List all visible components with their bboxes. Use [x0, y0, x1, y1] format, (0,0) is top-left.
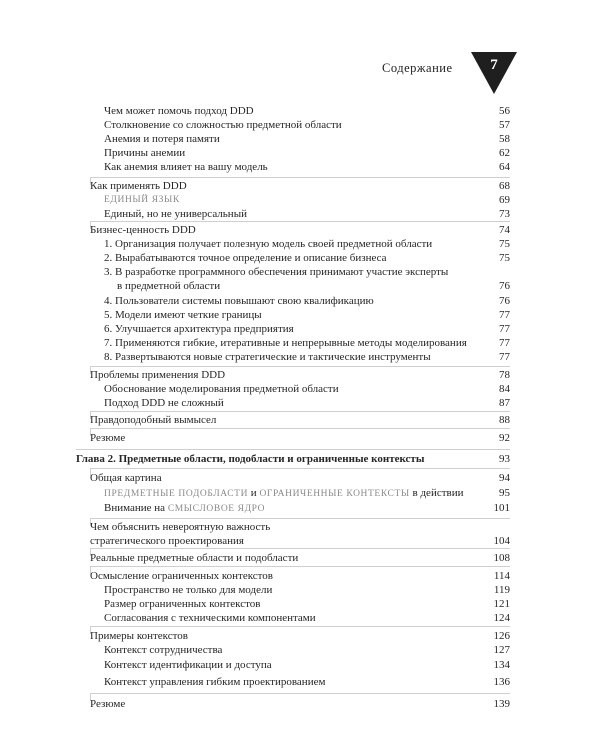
toc-entry[interactable] [104, 658, 510, 672]
toc-entry[interactable] [104, 336, 510, 350]
toc-section-page: 139 [493, 698, 510, 710]
toc-section[interactable] [90, 569, 510, 583]
toc-section-page: 78 [499, 369, 510, 381]
toc-separator [90, 468, 510, 469]
toc-section-title: Правдоподобный вымысел [90, 414, 217, 426]
toc-section[interactable] [90, 179, 510, 193]
toc-entry-page: 76 [499, 280, 510, 292]
toc-section-continuation[interactable] [90, 534, 510, 548]
toc-entry-title: Подход DDD не сложный [104, 397, 224, 409]
toc-entry[interactable] [104, 308, 510, 322]
toc-separator [90, 221, 510, 222]
toc-entry[interactable] [104, 118, 510, 132]
toc-separator [90, 428, 510, 429]
toc-entry-page: 75 [499, 252, 510, 264]
toc-entry-page: 77 [499, 309, 510, 321]
toc-separator [90, 548, 510, 549]
toc-section-page: 88 [499, 414, 510, 426]
toc-entry-title: Обоснование моделирования предметной области [104, 383, 339, 395]
toc-entry-page: 87 [499, 397, 510, 409]
toc-entry-page: 77 [499, 323, 510, 335]
toc-entry-title: Размер ограниченных контекстов [104, 598, 261, 610]
text-fragment: Внимание на [104, 502, 168, 514]
smallcaps-term: ПРЕДМЕТНЫЕ ПОДОБЛАСТИ [104, 489, 249, 499]
toc-entry-page: 127 [493, 644, 510, 656]
toc-section[interactable] [90, 697, 510, 711]
toc-entry-page: 124 [493, 612, 510, 624]
toc-separator [90, 518, 510, 519]
toc-section[interactable] [90, 431, 510, 445]
toc-entry-title: 4. Пользователи системы повышают свою квалификацию [104, 295, 374, 307]
toc-entry-title: 1. Организация получает полезную модель своей предметной области [104, 238, 433, 250]
toc-entry-title: 2. Вырабатываются точное определение и описание бизнеса [104, 252, 387, 264]
toc-entry-title: ЕДИНЫЙ ЯЗЫК [104, 195, 180, 205]
toc-entry-page: 95 [499, 487, 510, 499]
toc-entry-continuation[interactable] [104, 279, 510, 293]
toc-section[interactable] [90, 551, 510, 565]
toc-entry[interactable] [104, 193, 510, 207]
toc-entry-page: 101 [493, 502, 510, 514]
toc-entry-page: 134 [493, 659, 510, 671]
toc-separator [90, 626, 510, 627]
toc-entry-page: 73 [499, 208, 510, 220]
toc-entry-title: Пространство не только для модели [104, 584, 273, 596]
toc-entry-page: 58 [499, 133, 510, 145]
toc-entry[interactable] [104, 396, 510, 410]
toc-separator [76, 449, 510, 450]
toc-entry[interactable] [104, 382, 510, 396]
toc-entry-title: Контекст управления гибким проектированием [104, 676, 326, 688]
toc-section-title: Как применять DDD [90, 180, 187, 192]
toc-entry[interactable] [104, 583, 510, 597]
toc-entry[interactable] [104, 207, 510, 221]
toc-entry-title [104, 486, 463, 501]
toc-entry[interactable] [104, 501, 510, 515]
toc-entry-title: в предметной области [117, 280, 221, 292]
toc-section-page: 74 [499, 224, 510, 236]
toc-entry[interactable] [104, 643, 510, 657]
toc-entry-page: 69 [499, 194, 510, 206]
toc-chapter[interactable] [76, 452, 510, 466]
toc-section[interactable] [90, 223, 510, 237]
toc-separator [90, 411, 510, 412]
toc-entry[interactable] [104, 104, 510, 118]
toc-separator [90, 366, 510, 367]
toc-entry-title: Как анемия влияет на вашу модель [104, 161, 268, 173]
toc-section[interactable] [90, 520, 510, 534]
toc-entry[interactable] [104, 322, 510, 336]
toc-section-page: 92 [499, 432, 510, 444]
toc-entry[interactable] [104, 146, 510, 160]
toc-entry-title: Контекст сотрудничества [104, 644, 223, 656]
toc-separator [90, 566, 510, 567]
smallcaps-term: ОГРАНИЧЕННЫЕ КОНТЕКСТЫ [259, 489, 410, 499]
toc-entry[interactable] [104, 486, 510, 500]
toc-entry-page: 75 [499, 238, 510, 250]
toc-section-title: Резюме [90, 432, 126, 444]
page-number: 7 [490, 57, 498, 73]
toc-entry-title: Согласования с техническими компонентами [104, 612, 316, 624]
toc-entry-page: 77 [499, 351, 510, 363]
toc-entry[interactable] [104, 597, 510, 611]
toc-entry-page: 136 [493, 676, 510, 688]
running-header-title: Содержание [382, 61, 453, 75]
toc-section[interactable] [90, 471, 510, 485]
toc-entry-page: 56 [499, 105, 510, 117]
toc-entry[interactable] [104, 265, 510, 279]
toc-entry-title: 3. В разработке программного обеспечения принимают участие эксперты [104, 266, 449, 278]
toc-entry[interactable] [104, 237, 510, 251]
toc-entry-title: Единый, но не универсальный [104, 208, 247, 220]
toc-entry-page: 119 [493, 584, 510, 596]
toc-section-page: 114 [493, 570, 510, 582]
toc-separator [90, 693, 510, 694]
toc-section-page: 126 [493, 630, 510, 642]
toc-entry-page: 76 [499, 295, 510, 307]
text-fragment: в действии [409, 487, 464, 499]
toc-entry-title: Причины анемии [104, 147, 186, 159]
toc-entry-title [104, 501, 265, 516]
toc-chapter-page: 93 [499, 453, 510, 465]
toc-entry-page: 84 [499, 383, 510, 395]
toc-section-title: Реальные предметные области и подобласти [90, 552, 299, 564]
toc-entry-title: 6. Улучшается архитектура предприятия [104, 323, 294, 335]
toc-entry-page: 77 [499, 337, 510, 349]
toc-entry-title: Контекст идентификации и доступа [104, 659, 272, 671]
toc-entry-title: 7. Применяются гибкие, итеративные и непрерывные методы моделирования [104, 337, 467, 349]
toc-section-page: 108 [493, 552, 510, 564]
smallcaps-term: СМЫСЛОВОЕ ЯДРО [167, 504, 266, 514]
toc-entry-title: Чем может помочь подход DDD [104, 105, 254, 117]
toc-section-title: Примеры контекстов [90, 630, 188, 642]
toc-section-title: стратегического проектирования [90, 535, 244, 547]
toc-entry-page: 64 [499, 161, 510, 173]
toc-entry-page: 57 [499, 119, 510, 131]
toc-entry[interactable] [104, 251, 510, 265]
toc-entry[interactable] [104, 160, 510, 174]
toc-entry-page: 62 [499, 147, 510, 159]
toc-entry-title: 5. Модели имеют четкие границы [104, 309, 262, 321]
toc-section-title: Общая картина [90, 472, 162, 484]
toc-entry-title: 8. Развертываются новые стратегические и тактические инструменты [104, 351, 431, 363]
toc-section[interactable] [90, 629, 510, 643]
toc-entry-page: 121 [493, 598, 510, 610]
toc-section-title: Осмысление ограниченных контекстов [90, 570, 274, 582]
toc-section-title: Проблемы применения DDD [90, 369, 226, 381]
toc-section-title: Бизнес-ценность DDD [90, 224, 196, 236]
toc-section-title: Чем объяснить невероятную важность [90, 521, 271, 533]
toc-entry[interactable] [104, 132, 510, 146]
toc-separator [90, 177, 510, 178]
toc-entry[interactable] [104, 294, 510, 308]
text-fragment: и [248, 487, 260, 499]
toc-entry[interactable] [104, 611, 510, 625]
toc-entry-title: Столкновение со сложностью предметной области [104, 119, 342, 131]
toc-section-title: Резюме [90, 698, 126, 710]
toc-section-page: 94 [499, 472, 510, 484]
toc-section[interactable] [90, 368, 510, 382]
toc-section[interactable] [90, 413, 510, 427]
toc-entry-title: Анемия и потеря памяти [104, 133, 220, 145]
toc-chapter-title: Глава 2. Предметные области, подобласти и ограниченные контексты [76, 453, 425, 465]
toc-entry[interactable] [104, 675, 510, 689]
toc-section-page: 104 [493, 535, 510, 547]
toc-entry[interactable] [104, 350, 510, 364]
toc-section-page: 68 [499, 180, 510, 192]
